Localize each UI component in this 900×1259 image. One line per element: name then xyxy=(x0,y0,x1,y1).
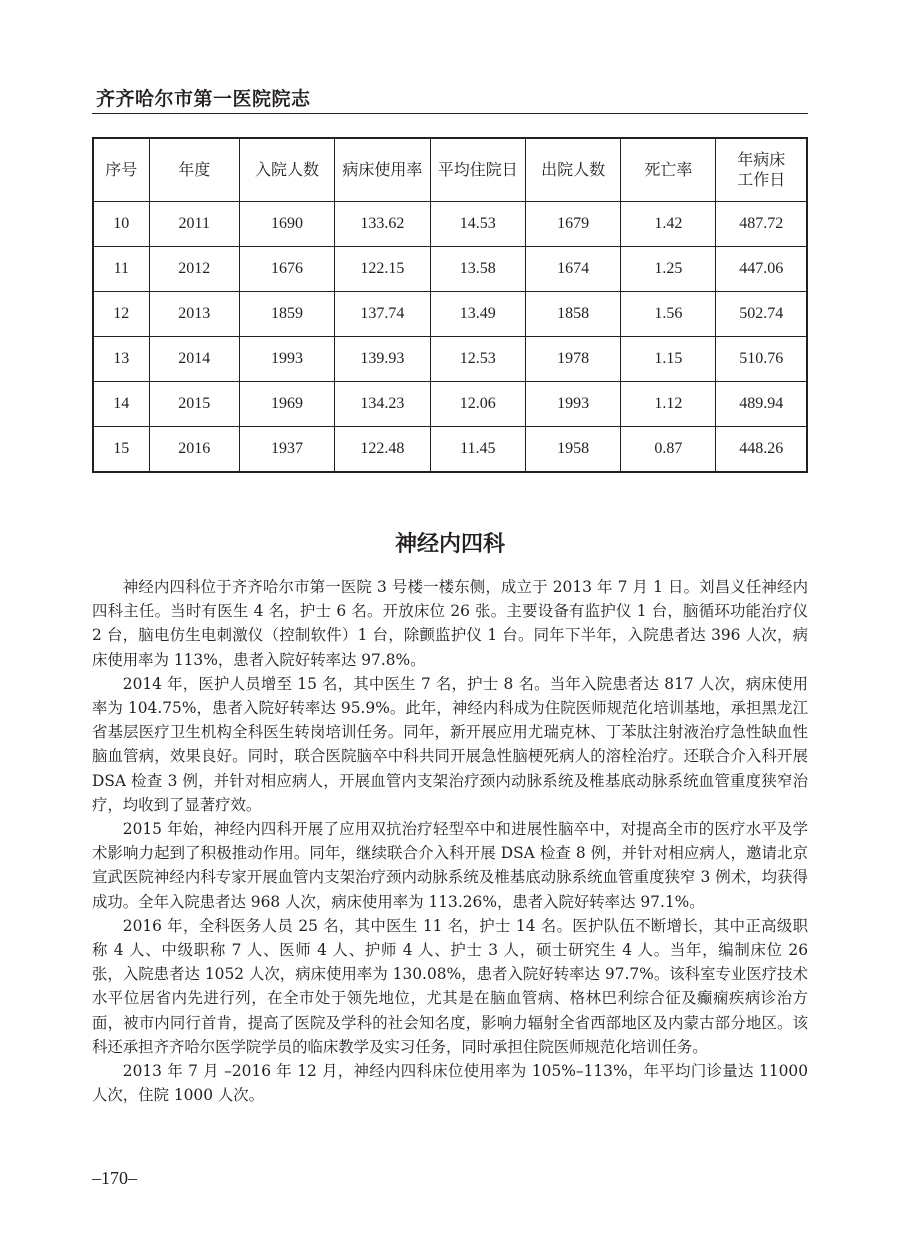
column-header: 入院人数 xyxy=(239,138,334,202)
table-cell: 13 xyxy=(93,337,149,382)
table-row xyxy=(93,247,807,292)
table-cell: 0.87 xyxy=(621,427,716,473)
table-cell: 133.62 xyxy=(335,202,430,247)
table-cell: 1958 xyxy=(525,427,620,473)
table-cell: 1.25 xyxy=(621,247,716,292)
table-cell: 122.48 xyxy=(335,427,430,473)
table-cell: 1859 xyxy=(239,292,334,337)
table-cell: 1969 xyxy=(239,382,334,427)
column-header: 序号 xyxy=(93,138,149,202)
table-cell: 487.72 xyxy=(716,202,807,247)
table-header-row xyxy=(93,138,807,202)
table-cell: 447.06 xyxy=(716,247,807,292)
table-cell: 1676 xyxy=(239,247,334,292)
table-cell: 1.12 xyxy=(621,382,716,427)
column-header: 年度 xyxy=(149,138,239,202)
table-cell: 14 xyxy=(93,382,149,427)
paragraph: 2014 年，医护人员增至 15 名，其中医生 7 名，护士 8 名。当年入院患者达 817 人次，病床使用率为 104.75%，患者入院好转率达 95.9%。此年，神经内科成为住院医师规范化培训基地，承担黑龙江省基层医疗卫生机构全科医生转岗培训任务。同年，新开展应用尤瑞克林、丁苯肽注射液治疗急性缺血性脑血管病，效果良好。同时，联合医院脑卒中科共同开展急性脑梗死病人的溶栓治疗。还联合介入科开展 DSA 检查 3 例，并针对相应病人，开展血管内支架治疗颈内动脉系统及椎基底动脉系统血管重度狭窄治疗，均收到了显著疗效。 xyxy=(92,674,808,814)
table-cell: 2015 xyxy=(149,382,239,427)
table-cell: 1993 xyxy=(239,337,334,382)
column-header: 年病床 工作日 xyxy=(716,138,807,202)
table-cell: 13.58 xyxy=(430,247,525,292)
table-cell: 1858 xyxy=(525,292,620,337)
table-cell: 10 xyxy=(93,202,149,247)
table-cell: 11.45 xyxy=(430,427,525,473)
table-cell: 15 xyxy=(93,427,149,473)
header-rule xyxy=(92,113,808,114)
table-cell: 13.49 xyxy=(430,292,525,337)
statistics-table xyxy=(92,137,808,473)
table-cell: 1679 xyxy=(525,202,620,247)
table-cell: 1993 xyxy=(525,382,620,427)
column-header: 死亡率 xyxy=(621,138,716,202)
table-cell: 2016 xyxy=(149,427,239,473)
table-row xyxy=(93,292,807,337)
section-title: 神经内四科 xyxy=(394,532,505,557)
table-row xyxy=(93,202,807,247)
paragraph: 神经内四科位于齐齐哈尔市第一医院 3 号楼一楼东侧，成立于 2013 年 7 月 1 日。刘昌义任神经内四科主任。当时有医生 4 名，护士 6 名。开放床位 26 张。主要设备有监护仪 1 台，脑循环功能治疗仪 2 台，脑电仿生电刺激仪（控制软件）1 台，除颤监护仪 1 台。同年下半年，入院患者达 396 人次，病床使用率为 113%，患者入院好转率达 97.8%。 xyxy=(92,578,808,669)
paragraph: 2013 年 7 月 –2016 年 12 月，神经内四科床位使用率为 105%–113%，年平均门诊量达 11000 人次，住院 1000 人次。 xyxy=(92,1062,808,1105)
table-cell: 1.15 xyxy=(621,337,716,382)
table-cell: 1978 xyxy=(525,337,620,382)
table-cell: 2014 xyxy=(149,337,239,382)
table-row xyxy=(93,337,807,382)
table-cell: 137.74 xyxy=(335,292,430,337)
table-cell: 12.06 xyxy=(430,382,525,427)
table-cell: 122.15 xyxy=(335,247,430,292)
table-cell: 489.94 xyxy=(716,382,807,427)
running-header: 齐齐哈尔市第一医院院志 xyxy=(96,88,311,110)
table-cell: 1690 xyxy=(239,202,334,247)
paragraph: 2016 年，全科医务人员 25 名，其中医生 11 名，护士 14 名。医护队伍不断增长，其中正高级职称 4 人、中级职称 7 人、医师 4 人、护师 4 人、护士 3 人，硕士研究生 4 人。当年，编制床位 26 张，入院患者达 1052 人次，病床使用率为 130.08%，患者入院好转率达 97.7%。该科室专业医疗技术水平位居省内先进行列，在全市处于领先地位，尤其是在脑血管病、格林巴利综合征及癫痫疾病诊治方面，被市内同行首肯，提高了医院及学科的社会知名度，影响力辐射全省西部地区及内蒙古部分地区。该科还承担齐齐哈尔医学院学员的临床教学及实习任务，同时承担住院医师规范化培训任务。 xyxy=(92,916,808,1056)
table-cell: 1.56 xyxy=(621,292,716,337)
table-cell: 12.53 xyxy=(430,337,525,382)
table-cell: 502.74 xyxy=(716,292,807,337)
table-cell: 2012 xyxy=(149,247,239,292)
table-cell: 2011 xyxy=(149,202,239,247)
table-cell: 11 xyxy=(93,247,149,292)
table-cell: 134.23 xyxy=(335,382,430,427)
table-cell: 448.26 xyxy=(716,427,807,473)
table-cell: 14.53 xyxy=(430,202,525,247)
table-row xyxy=(93,382,807,427)
page-number: –170– xyxy=(92,1168,137,1188)
column-header: 出院人数 xyxy=(525,138,620,202)
table-cell: 1674 xyxy=(525,247,620,292)
paragraph: 2015 年始，神经内四科开展了应用双抗治疗轻型卒中和进展性脑卒中，对提高全市的医疗水平及学术影响力起到了积极推动作用。同年，继续联合介入科开展 DSA 检查 8 例，并针对相应病人，邀请北京宣武医院神经内科专家开展血管内支架治疗颈内动脉系统及椎基底动脉系统血管重度狭窄 3 例术，均获得成功。全年入院患者达 968 人次，病床使用率为 113.26%，患者入院好转率达 97.1%。 xyxy=(92,820,808,911)
table-cell: 1937 xyxy=(239,427,334,473)
column-header: 平均住院日 xyxy=(430,138,525,202)
column-header: 病床使用率 xyxy=(335,138,430,202)
table-cell: 510.76 xyxy=(716,337,807,382)
table-cell: 1.42 xyxy=(621,202,716,247)
table-cell: 12 xyxy=(93,292,149,337)
table-row xyxy=(93,427,807,473)
table-cell: 139.93 xyxy=(335,337,430,382)
table-cell: 2013 xyxy=(149,292,239,337)
body-text xyxy=(92,575,808,1107)
